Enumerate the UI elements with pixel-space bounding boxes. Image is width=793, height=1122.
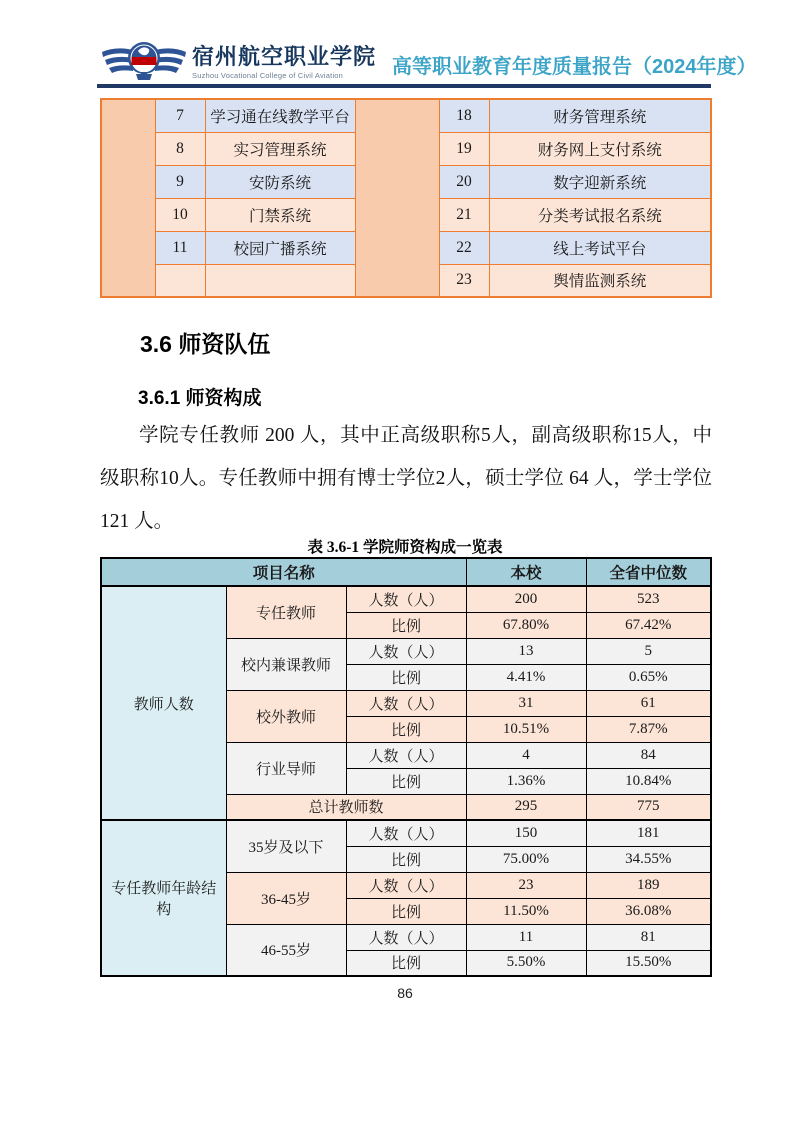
total-label-cell: 总计教师数 xyxy=(226,794,466,820)
group-cell: 专任教师年龄结构 xyxy=(101,820,226,976)
subsection-heading: 3.6.1 师资构成 xyxy=(138,388,262,409)
system-name-cell: 学习通在线教学平台 xyxy=(205,99,355,132)
metric-cell: 人数（人） xyxy=(346,742,466,768)
system-name-cell: 财务管理系统 xyxy=(489,99,711,132)
value-cell-school: 31 xyxy=(466,690,586,716)
group-cell: 教师人数 xyxy=(101,586,226,820)
system-name-cell: 数字迎新系统 xyxy=(489,165,711,198)
system-number-cell: 23 xyxy=(439,264,489,297)
system-number-cell: 21 xyxy=(439,198,489,231)
staff-header-row xyxy=(101,558,711,586)
value-cell-province: 15.50% xyxy=(586,950,711,976)
metric-cell: 人数（人） xyxy=(346,924,466,950)
system-number-cell: 11 xyxy=(155,231,205,264)
college-name-english: Suzhou Vocational College of Civil Aviation xyxy=(192,71,344,80)
value-cell-province: 189 xyxy=(586,872,711,898)
report-title: 高等职业教育年度质量报告（2024年度） xyxy=(392,55,757,78)
subgroup-cell: 36-45岁 xyxy=(226,872,346,924)
subgroup-cell: 行业导师 xyxy=(226,742,346,794)
value-cell-province: 523 xyxy=(586,586,711,612)
value-cell-province: 36.08% xyxy=(586,898,711,924)
system-number-cell xyxy=(155,264,205,297)
value-cell-province: 84 xyxy=(586,742,711,768)
header-divider xyxy=(97,84,711,88)
college-logo-icon xyxy=(100,36,188,88)
metric-cell: 比例 xyxy=(346,950,466,976)
metric-cell: 人数（人） xyxy=(346,872,466,898)
value-cell-province: 10.84% xyxy=(586,768,711,794)
value-cell-school: 200 xyxy=(466,586,586,612)
metric-cell: 人数（人） xyxy=(346,820,466,846)
metric-cell: 比例 xyxy=(346,664,466,690)
system-name-cell: 安防系统 xyxy=(205,165,355,198)
category-cell-middle xyxy=(355,99,439,297)
systems-table xyxy=(100,98,712,298)
page-number: 86 xyxy=(397,985,413,1001)
college-name: 宿州航空职业学院 xyxy=(192,44,377,69)
system-name-cell xyxy=(205,264,355,297)
college-name-block xyxy=(192,44,376,80)
section-heading: 3.6 师资队伍 xyxy=(140,331,271,357)
value-cell-province: 61 xyxy=(586,690,711,716)
value-cell-province: 775 xyxy=(586,794,711,820)
system-number-cell: 10 xyxy=(155,198,205,231)
value-cell-school: 4.41% xyxy=(466,664,586,690)
staff-table xyxy=(100,557,712,977)
subgroup-cell: 35岁及以下 xyxy=(226,820,346,872)
header-project: 项目名称 xyxy=(101,558,466,586)
system-name-cell: 校园广播系统 xyxy=(205,231,355,264)
system-number-cell: 19 xyxy=(439,132,489,165)
value-cell-school: 75.00% xyxy=(466,846,586,872)
staff-row xyxy=(101,586,711,612)
value-cell-school: 10.51% xyxy=(466,716,586,742)
value-cell-school: 67.80% xyxy=(466,612,586,638)
subgroup-cell: 校内兼课教师 xyxy=(226,638,346,690)
value-cell-province: 81 xyxy=(586,924,711,950)
value-cell-school: 1.36% xyxy=(466,768,586,794)
system-name-cell: 门禁系统 xyxy=(205,198,355,231)
value-cell-school: 4 xyxy=(466,742,586,768)
subgroup-cell: 46-55岁 xyxy=(226,924,346,976)
system-name-cell: 分类考试报名系统 xyxy=(489,198,711,231)
header-province: 全省中位数 xyxy=(586,558,711,586)
metric-cell: 比例 xyxy=(346,846,466,872)
value-cell-province: 5 xyxy=(586,638,711,664)
body-paragraph: 学院专任教师 200 人，其中正高级职称5人，副高级职称15人，中级职称10人。专任教师中拥有博士学位2人，硕士学位 64 人，学士学位 121 人。 xyxy=(100,425,712,532)
subgroup-cell: 专任教师 xyxy=(226,586,346,638)
systems-row xyxy=(101,99,711,132)
value-cell-school: 295 xyxy=(466,794,586,820)
system-number-cell: 22 xyxy=(439,231,489,264)
metric-cell: 人数（人） xyxy=(346,690,466,716)
system-number-cell: 8 xyxy=(155,132,205,165)
value-cell-school: 13 xyxy=(466,638,586,664)
metric-cell: 人数（人） xyxy=(346,586,466,612)
value-cell-province: 67.42% xyxy=(586,612,711,638)
value-cell-province: 0.65% xyxy=(586,664,711,690)
header-school: 本校 xyxy=(466,558,586,586)
metric-cell: 人数（人） xyxy=(346,638,466,664)
staff-row xyxy=(101,820,711,846)
value-cell-school: 23 xyxy=(466,872,586,898)
metric-cell: 比例 xyxy=(346,768,466,794)
metric-cell: 比例 xyxy=(346,612,466,638)
subgroup-cell: 校外教师 xyxy=(226,690,346,742)
system-number-cell: 20 xyxy=(439,165,489,198)
value-cell-province: 181 xyxy=(586,820,711,846)
metric-cell: 比例 xyxy=(346,716,466,742)
system-name-cell: 实习管理系统 xyxy=(205,132,355,165)
page-header xyxy=(100,36,757,88)
system-number-cell: 18 xyxy=(439,99,489,132)
metric-cell: 比例 xyxy=(346,898,466,924)
value-cell-province: 7.87% xyxy=(586,716,711,742)
system-number-cell: 7 xyxy=(155,99,205,132)
value-cell-school: 11.50% xyxy=(466,898,586,924)
system-name-cell: 线上考试平台 xyxy=(489,231,711,264)
value-cell-school: 150 xyxy=(466,820,586,846)
category-cell-left xyxy=(101,99,155,297)
value-cell-school: 11 xyxy=(466,924,586,950)
system-number-cell: 9 xyxy=(155,165,205,198)
value-cell-school: 5.50% xyxy=(466,950,586,976)
system-name-cell: 财务网上支付系统 xyxy=(489,132,711,165)
system-name-cell: 舆情监测系统 xyxy=(489,264,711,297)
table-caption: 表 3.6-1 学院师资构成一览表 xyxy=(307,539,503,556)
value-cell-province: 34.55% xyxy=(586,846,711,872)
